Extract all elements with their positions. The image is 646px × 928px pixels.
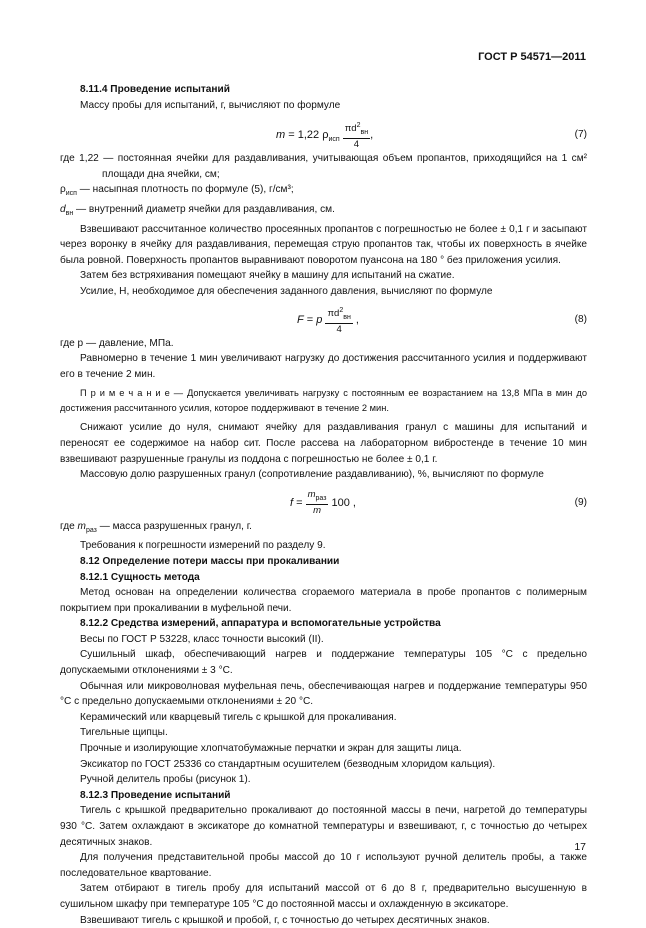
formula-superscript: 2 <box>356 122 361 130</box>
paragraph: Равномерно в течение 1 мин увеличивают нагрузку до достижения рассчитанного усилия и поддерживают его в течение 2 мин. <box>60 353 587 380</box>
formula-number: (8) <box>574 313 587 325</box>
section-heading-8-12-3: 8.12.3 Проведение испытаний <box>80 789 231 801</box>
fraction <box>343 120 370 150</box>
formula-7 <box>60 119 587 151</box>
formula-8: F = p $\frac{\pi d^2_{вн}}{4}$ , (8) <box>60 304 587 336</box>
paragraph: Затем без встряхивания помещают ячейку в машину для испытаний на сжатие. <box>80 270 455 282</box>
note <box>60 386 587 416</box>
formula-text: = 1,22 <box>285 129 323 142</box>
page-number: 17 <box>574 841 586 853</box>
fraction: $\frac{m_{раз}}{m}$ <box>307 489 327 517</box>
where-definition: где p — давление, МПа. <box>60 337 174 349</box>
paragraph: Взвешивают тигель с крышкой и пробой, г, с точностью до четырех десятичных знаков. <box>80 914 490 926</box>
where-definition: где $m_{раз}$ — масса разрушенных гранул, г. <box>60 520 252 534</box>
standard-header: ГОСТ Р 54571—2011 <box>478 51 586 63</box>
formula-subscript: вн <box>360 129 369 137</box>
formula-9: f = $\frac{m_{раз}}{m}$ 100 , (9) <box>60 487 587 519</box>
fraction-denominator: 4 <box>353 139 360 151</box>
where-definition: где 1,22 — постоянная ячейки для раздавливания, учитывающая объем пропантов, приходящийся на 1 см² площади дна ячейки, см; <box>60 153 587 180</box>
formula-subscript: исп <box>328 136 340 144</box>
equipment-item: Эксикатор по ГОСТ 25336 со стандартным осушителем (безводным хлоридом кальция). <box>80 758 496 770</box>
paragraph: Метод основан на определении количества сгораемого материала в пробе пропантов с полимерным покрытием при прокаливании в муфельной печи. <box>60 587 587 614</box>
section-heading-8-12-2: 8.12.2 Средства измерений, аппаратура и вспомогательные устройства <box>80 618 441 630</box>
fraction-numerator: πd <box>344 123 357 135</box>
equipment-item: Обычная или микроволновая муфельная печь, обеспечивающая нагрев и поддержание температуры 950 °С с предельно допускаемыми отклонениями ± 20 °С. <box>60 680 587 708</box>
formula-symbol: ρ <box>322 129 329 142</box>
section-heading-8-12: 8.12 Определение потери массы при прокаливании <box>80 555 340 567</box>
formula-symbol: m <box>276 129 286 142</box>
paragraph: Требования к погрешности измерений по разделу 9. <box>80 540 326 552</box>
paragraph: Массовую долю разрушенных гранул (сопротивление раздавливанию), %, вычисляют по формуле <box>80 469 544 481</box>
equipment-item: Весы по ГОСТ Р 53228, класс точности высокий (II). <box>80 633 324 645</box>
equipment-item: Керамический или кварцевый тигель с крышкой для прокаливания. <box>80 711 397 723</box>
paragraph: Снижают усилие до нуля, снимают ячейку для раздавливания гранул с машины для испытаний и переносят ее содержимое на набор сит. После рассева на лабораторном вибростенде в течение 10 мин взвешивают разрушенные гранулы из поддона с погрешностью не более ± 0,1 г. <box>60 422 587 465</box>
equipment-item: Тигельные щипцы. <box>80 727 168 739</box>
paragraph: Для получения представительной пробы массой до 10 г используют ручной делитель пробы, а также последовательное квартование. <box>60 852 587 879</box>
where-definition: $d_{вн}$ — внутренний диаметр ячейки для раздавливания, см. <box>60 203 335 217</box>
where-definition: $\rho_{исп}$ — насыпная плотность по формуле (5), г/см³; <box>60 184 294 198</box>
formula-number: (7) <box>574 129 587 141</box>
formula-number: (9) <box>574 496 587 508</box>
paragraph: Массу пробы для испытаний, г, вычисляют по формуле <box>80 99 341 111</box>
note-label: П р и м е ч а н и е <box>80 388 170 399</box>
page-content <box>60 82 587 928</box>
note-text: — Допускается увеличивать нагрузку с постоянным ее возрастанием на 13,8 МПа в мин до достижения рассчитанного усилия, которое поддерживают в течение 2 мин. <box>60 388 587 414</box>
section-heading-8-12-1: 8.12.1 Сущность метода <box>80 571 200 583</box>
paragraph: Усилие, Н, необходимое для обеспечения заданного давления, вычисляют по формуле <box>80 285 493 297</box>
section-heading-8-11-4: 8.11.4 Проведение испытаний <box>80 84 230 95</box>
formula-text: , <box>370 129 374 142</box>
equipment-item: Прочные и изолирующие хлопчатобумажные перчатки и экран для защиты лица. <box>80 743 462 755</box>
paragraph: Затем отбирают в тигель пробу для испытаний массой от 6 до 8 г, предварительно высушенную в сушильном шкафу при температуре 105 °С до постоянной массы и охлажденную в эксикаторе. <box>60 883 587 910</box>
equipment-item: Ручной делитель пробы (рисунок 1). <box>80 774 251 786</box>
fraction: $\frac{\pi d^2_{вн}}{4}$ <box>327 306 351 335</box>
paragraph: Взвешивают рассчитанное количество просеянных пропантов с погрешностью не более ± 0,1 г и засыпают через воронку в ячейку для раздавливания, перемещая струю пропантов так, чтобы их поверхность в ячейке была ровной. Поверхность пропантов выравнивают поворотом пуансона на 180 ° без приложения усилия. <box>60 223 587 266</box>
paragraph: Тигель с крышкой предварительно прокаливают до постоянной массы в печи, нагретой до температуры 930 °С. Затем охлаждают в эксикаторе до комнатной температуры и взвешивают, г, с точностью до четырех десятичных знаков. <box>60 805 587 848</box>
equipment-item: Сушильный шкаф, обеспечивающий нагрев и поддержание температуры 105 °С с предельно допускаемыми отклонениями ± 3 °С. <box>60 649 587 677</box>
